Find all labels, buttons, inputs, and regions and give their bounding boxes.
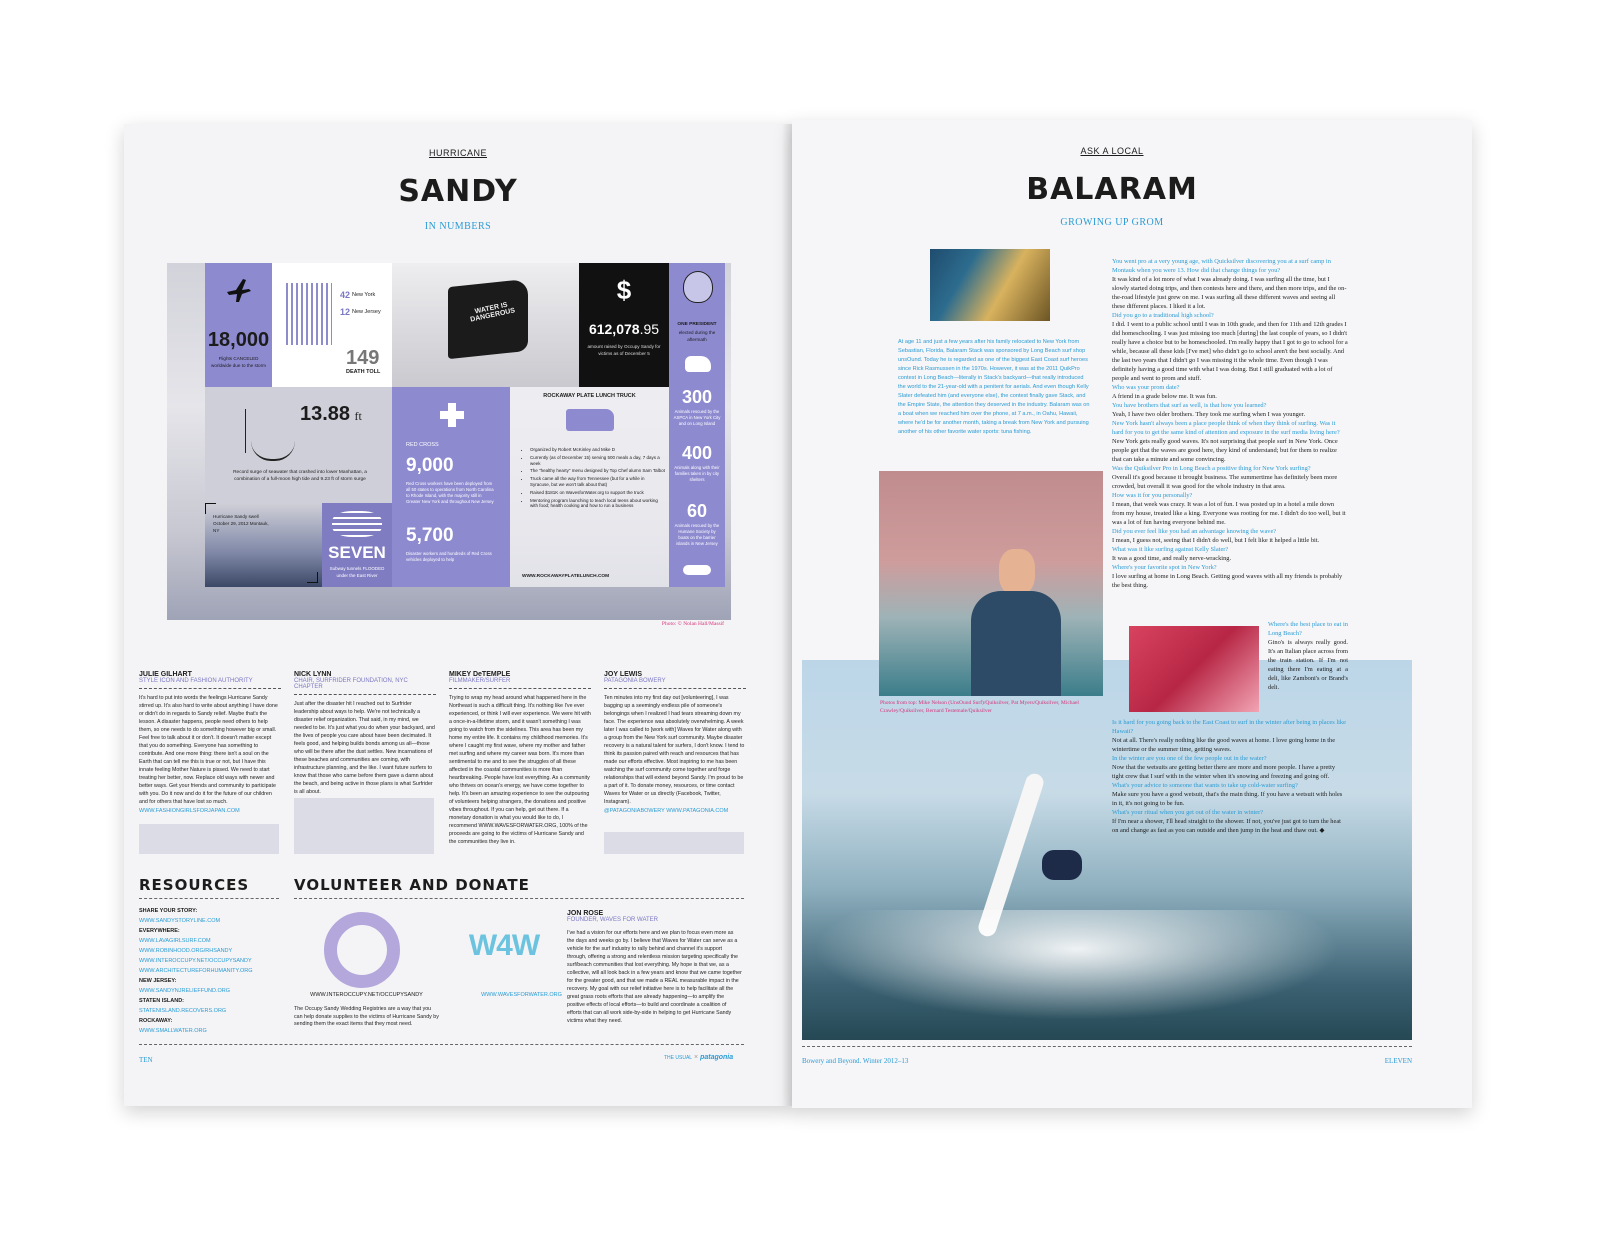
airplane-icon	[223, 275, 253, 305]
truck-url: WWW.ROCKAWAYPLATELUNCH.COM	[522, 574, 610, 579]
dollar-label: amount raised by Occupy Sandy for victims as of December 5	[587, 344, 661, 356]
question: You went pro at a very young age, with Quicksilver discovering you at a surf camp in Montauk when you were 13. How did that change things for you?	[1112, 258, 1331, 274]
left-kicker: HURRICANE	[428, 148, 487, 158]
answer: Overall it's good because it brought business. The summertime has definitely been more crowded, but overall it was good for the whole industry in that area.	[1112, 474, 1338, 490]
resource-link[interactable]: WWW.LAVAGIRLSURF.COM	[139, 938, 211, 944]
column-role: PATAGONIA BOWERY	[604, 678, 666, 684]
column-mikey	[449, 671, 591, 846]
column-link[interactable]: WWW.FASHIONGIRLSFORJAPAN.COM	[139, 808, 240, 814]
resource-link[interactable]: WWW.ROBINHOOD.ORG/RHSANDY	[139, 948, 233, 954]
jon-body: I've had a vision for our efforts here and we plan to focus even more as the days and weeks go by. I believe that Waves for Water can serve as a vehicle for the surf industry to rally behind and channel it's support through, offering a strong and relentless mission targeting specifically the surf/beach communities that lost everything. My hope is that we, as a collective, will all look back in a few years and know that we came together for the greater good, and that we made a REAL measurable impact in the recovery. My goal with our relief initiative here is to help facilitate all the great grass roots efforts that are already happening—to amplify the positive effects of local efforts—to build and coordinate a coalition of efforts that can all work side-by-side in helping to get Hurricane Sandy victims what they need.	[567, 930, 742, 1024]
nj-label: New Jersey	[352, 309, 381, 315]
barrel-photo	[930, 249, 1050, 321]
cross-icon	[440, 403, 464, 427]
column-name: JULIE GILHART	[139, 671, 192, 678]
death-label: DEATH TOLL	[346, 369, 381, 375]
answer: It was kind of a lot more of what I was already doing. I was surfing all the time, but I slowly started doing trips, and then contests here and there, and then more trips, and the on-the-road lifestyle just grew on me. I was surfing all these different waves and seeing all these different places. I liked it a lot.	[1112, 276, 1347, 310]
question: Where's your favorite spot in New York?	[1112, 564, 1217, 571]
column-joy	[604, 671, 746, 814]
resource-link[interactable]: STATENISLAND.RECOVERS.ORG	[139, 1008, 227, 1014]
resource-label: SHARE YOUR STORY:	[139, 908, 198, 914]
animals-2-label: Animals along with their families taken in by city shelters	[674, 465, 720, 482]
resource-label: ROCKAWAY:	[139, 1018, 173, 1024]
truck-title: ROCKAWAY PLATE LUNCH TRUCK	[543, 393, 636, 399]
wave-spray	[802, 910, 1412, 1040]
jon-rose-block	[567, 910, 742, 1025]
jon-role: FOUNDER, WAVES FOR WATER	[567, 917, 658, 923]
question: What's your advice to someone that wants to take up cold-water surfing?	[1112, 782, 1298, 789]
column-julie-grey-box	[139, 824, 279, 854]
wave-icon	[251, 437, 295, 461]
surge-label: Record surge of seawater that crashed into lower Manhattan, a combination of a full-moon high tide and 9.23 ft of storm surge	[233, 470, 367, 482]
occupy-link[interactable]: WWW.INTEROCCUPY.NET/OCCUPYSANDY	[310, 992, 423, 998]
flights-value: 18,000	[207, 329, 270, 351]
answer: Yeah, I have two older brothers. They took me surfing when I was younger.	[1112, 411, 1306, 418]
occupy-desc: The Occupy Sandy Wedding Registries are a way that you can help donate supplies to the victims of Hurricane Sandy by sending them the exact items that they most need.	[294, 1006, 439, 1027]
question: Did you ever feel like you had an advantage knowing the wave?	[1112, 528, 1277, 535]
answer: Not at all. There's really nothing like the good waves at home. I love going home in the wintertime or the summer time, getting waves.	[1112, 737, 1336, 753]
left-folio: TEN	[139, 1056, 153, 1064]
resource-link[interactable]: WWW.ARCHITECTUREFORHUMANITY.ORG	[139, 968, 253, 974]
resource-link[interactable]: WWW.INTEROCCUPY.NET/OCCUPYSANDY	[139, 958, 252, 964]
water-waves-icon	[332, 511, 382, 537]
animals-1-label: Animals rescued by the ASPCA in New York City and on Long Island	[673, 409, 721, 426]
truck-item: • Currently (as of December 15) serving 500 meals a day, 7 days a week	[530, 455, 665, 467]
truck-item: • Organized by Robert McKinley and Mike D	[530, 447, 665, 453]
surf-photo	[802, 660, 1412, 1040]
waves-for-water-logo: W4W	[468, 929, 540, 962]
surge-unit: ft	[354, 409, 362, 423]
resource-label: NEW JERSEY:	[139, 978, 177, 984]
swell-label: Hurricane Sandy swell October 29, 2012 Montauk, NY	[213, 514, 269, 533]
intro-text: At age 11 and just a few years after his family relocated to New York from Sebastian, Florida, Balaram Stack was sponsored by Long Beach surf shop unsOund. Today he is regarded as one of the biggest East Coast surf heroes since Rick Rasmussen in the 1970s. However, it was at the 2011 QuikPro contest in Long Beach—literally in Stack's backyard—that really introduced the world to the 21-year-old with a penitent for aerials. And even though Kelly Slater defeated him (and everyone else), the contest finally gave Stack, and the Empire State, the attention they deserved in the industry. Balaram was on a boat when we reached him over the phone, at 7 a.m., in Oahu, Hawaii, where he'd be for another month, taking a break from New York and pursuing another of his other favorite water sports: tuna fishing.	[898, 339, 1090, 435]
answer: Now that the wetsuits are getting better there are more and more people. I have a pretty tight crew that I surf with in the winter when it's snowing and freezing and going off.	[1112, 764, 1336, 780]
resources-rule	[139, 898, 279, 899]
answer: Gino's is always really good. It's an Italian place across from the train station. If I'm not eating there I'm eating at a deli, like Zamboni's or Brand's deli.	[1268, 639, 1348, 691]
animals-3-value: 60	[686, 501, 708, 521]
flag-photo	[392, 263, 579, 387]
red-cross-block	[392, 387, 510, 587]
column-name: JOY LEWIS	[604, 671, 642, 678]
flights-block	[205, 263, 272, 387]
answer: It was a good time, and really nerve-wracking.	[1112, 555, 1232, 562]
right-subtitle: GROWING UP GROM	[1060, 217, 1164, 228]
column-body: Just after the disaster hit I reached out to Surfrider leadership about ways to help. We're not technically a disaster relief organization. That said, in my mind, we needed to be. It's just what you do when your backyard, and the lives of people you care about have been decimated. It feels good, and helping builds bonds among us all—those who will be there after the dust settles. New incarnations of these beaches and communities are coming, with infrastructure planning, and the like. I want future surfers to know that those who came before them gave a damn about the beach, and being active in those plans is what Surfrider is all about.	[294, 701, 435, 795]
shelter-value: 5,700	[406, 525, 454, 546]
column-body: Ten minutes into my first day out [volunteering], I was bagging up a seemingly endless pile of someone's belongings when I realized I had tears streaming down my face. The experience was absolutely overwhelming. A week later I was called to [work with] Waves for Water along with a group from the New York surf community. Maybe disaster recovery is a natural talent for surfers, I don't know. I tend to think its passion paired with reach and resources that has made our efforts effective. Most inspiring to me has been watching the surf community come together and forge relationships that will extend beyond Sandy. I'm proud to be a part of it. To donate money, resources, or time contact Waves for Water or us directly (Facebook, Twitter, Instagram).	[604, 695, 745, 805]
ny-label: New York	[352, 292, 376, 298]
tunnels-label: Subway tunnels FLOODED under the East River	[329, 566, 385, 578]
animals-column	[669, 263, 725, 587]
dollar-block	[579, 263, 669, 387]
face-shape	[999, 549, 1035, 595]
truck-item: • Raised $181K on WavesforWater.org to support the truck	[530, 490, 665, 496]
column-body: Trying to wrap my head around what happened here in the Northeast is such a difficult thing. It's nothing like I've ever experienced, or think I will ever experience. We were hit with a once-in-a-lifetime storm, and it wasn't something I was going to watch from the sidelines. This area has been my home my entire life. It contains my childhood memories. It's where I caught my first wave, where my mother and father met surfing and where my career was born. It's more than sentimental to me and to see the struggles of all these affected in the coastal communities is more than heartbreaking. People have lost everything. As a community who thrives on ocean's energy, we have come together to help. It's been an amazing experience to see the outpouring of volunteers helping strangers, the donations and positive vibes throughout. If you can help, get out there. If a monetary donation is what you would like to do, I recommend WWW.WAVESFORWATER.ORG, 100% of the proceeds are going to the victims of Hurricane Sandy and the communities they live in.	[449, 695, 591, 845]
animals-3-label: Animals rescued by the Humane Society by boats on the barrier islands in New Jersey	[674, 523, 720, 546]
flag-text: WATER IS DANGEROUS	[469, 301, 516, 324]
column-name: MIKEY DeTEMPLE	[449, 671, 511, 678]
question: Where's the best place to eat in Long Beach?	[1268, 621, 1348, 637]
redcross-label: RED CROSS	[406, 442, 439, 448]
president-value: ONE PRESIDENT	[677, 322, 717, 327]
question: You have brothers that surf as well, is that how you learned?	[1112, 402, 1267, 409]
surge-value: 13.88	[300, 403, 351, 425]
left-page	[124, 124, 792, 1106]
answer: I did. I went to a public school until I was in 10th grade, and then for 11th and 12th grades I did homeschooling. I was just missing too much [during] the last couple of years, so I didn't really have a choice but to be homeschooled. I'm really happy that I got to go to school for a while, because all these kids [I've met] who didn't go to school aren't the best socially. And the last two years that I didn't go I was missing it the whole time. Even though I was definitely having a good time with what I was doing. But I still graduated with a lot of people and went to prom and stuff.	[1112, 321, 1348, 382]
nj-count: 12	[340, 307, 351, 317]
right-photo-credit: Photos from top: Mike Nelson (UnsOund Surf)/Quiksilver, Pat Myers/Quiksilver, Michael Crawley/Quiksilver, Bernard Testemale/Quiksilver	[880, 700, 1079, 714]
flights-label: Flights CANCELED worldwide due to the storm	[211, 356, 266, 368]
right-footer-left: Bowery and Beyond. Winter 2012–13	[802, 1057, 909, 1065]
shelter-desc: Disaster workers and hundreds of Red Cross vehicles deployed to help	[406, 551, 492, 562]
ny-count: 42	[340, 290, 351, 300]
president-face-icon	[683, 271, 713, 303]
column-link[interactable]: @PATAGONIABOWERY WWW.PATAGONIA.COM	[604, 808, 729, 814]
surge-block	[205, 387, 392, 503]
right-kicker: ASK A LOCAL	[1080, 146, 1144, 156]
left-footer-rule	[139, 1044, 744, 1045]
redcross-value: 9,000	[406, 455, 454, 476]
right-footer-rule	[802, 1046, 1412, 1047]
left-title: SANDY	[398, 174, 518, 209]
column-nick-grey-box	[294, 798, 434, 854]
question: What was it like surfing against Kelly Slater?	[1112, 546, 1229, 553]
right-folio: ELEVEN	[1384, 1057, 1412, 1065]
resource-link[interactable]: WWW.SANDYSTORYLINE.COM	[139, 918, 221, 924]
column-role: FILMMAKER/SURFER	[449, 678, 511, 684]
question: Who was your prom date?	[1112, 384, 1180, 391]
surge-scale-line	[245, 409, 246, 453]
death-value: 149	[346, 347, 380, 369]
question: Did you go to a traditional high school?	[1112, 312, 1214, 319]
brand-usual: THE USUAL	[664, 1055, 693, 1061]
question: Was the Quiksilver Pro in Long Beach a positive thing for New York surfing?	[1112, 465, 1311, 472]
qa-lower-column	[1112, 718, 1348, 835]
answer: I mean, that week was crazy. It was a lot of fun. I was posted up in a hotel a mile down from my house, treated like a king. Everyone was rooting for me. I didn't do too well, but it was a lot of fun having everyone behind me.	[1112, 501, 1346, 526]
resource-label: STATEN ISLAND:	[139, 998, 185, 1004]
left-photo-credit: Photo: © Nolan Hall/Massif	[661, 621, 724, 627]
dollar-value: 612,078	[588, 321, 640, 337]
jon-name: JON ROSE	[567, 910, 604, 917]
surfer-figure	[1042, 850, 1082, 880]
answer: Make sure you have a good wetsuit, that's the main thing. If you have a wetsuit with holes in it, it's not going to be fun.	[1112, 791, 1343, 807]
answer: I mean, I guess not, seeing that I didn't do well, but I felt like it helped a little bit.	[1112, 537, 1320, 544]
brand-lockup	[664, 1054, 733, 1061]
infographic	[167, 263, 731, 620]
right-title: BALARAM	[1026, 172, 1198, 207]
right-page	[792, 120, 1472, 1108]
volunteer-title: VOLUNTEER AND DONATE	[294, 876, 530, 894]
truck-list	[522, 447, 665, 511]
qa-column	[1112, 257, 1348, 590]
column-nick	[294, 671, 436, 804]
dollar-cents: .95	[639, 321, 660, 337]
animals-2-value: 400	[681, 443, 713, 463]
shirt-shape	[971, 591, 1061, 696]
resource-label: EVERYWHERE:	[139, 928, 180, 934]
truck-item: • Truck came all the way from Tennessee (but for a while in Syracuse, but we won't talk about that)	[530, 476, 665, 488]
qa-side-column	[1268, 620, 1348, 692]
truck-block	[510, 387, 669, 587]
brand-x: ×	[694, 1054, 699, 1061]
people-grid-icon	[286, 283, 332, 345]
answer: New York gets really good waves. It's not surprising that people surf in New York. Once people get that the waves are good here, they kind of understand; but for them to realize that can take a minute and some convincing.	[1112, 438, 1338, 463]
swell-photo	[205, 503, 322, 587]
question: Is it hard for you going back to the East Coast to surf in the winter after being in places like Hawaii?	[1112, 719, 1346, 735]
president-label: elected during the aftermath	[678, 330, 716, 342]
truck-icon	[566, 409, 614, 431]
question: New York hasn't always been a place people think of when they think of surfing. Was it hard for you to get the same kind of attention and exposure in the surf media living here?	[1112, 420, 1340, 436]
column-role: STYLE ICON AND FASHION AUTHORITY	[139, 678, 253, 684]
cat-icon	[685, 356, 711, 372]
left-subtitle: IN NUMBERS	[424, 221, 492, 232]
answer: I love surfing at home in Long Beach. Getting good waves with all my friends is probably the best thing.	[1112, 573, 1343, 589]
animals-1-value: 300	[681, 387, 713, 407]
answer: A friend in a grade below me. It was fun.	[1112, 393, 1217, 400]
portrait-photo	[879, 471, 1103, 696]
resources-title: RESOURCES	[139, 876, 250, 894]
tunnels-value: SEVEN	[328, 543, 386, 562]
column-julie	[139, 671, 281, 814]
resources-list	[139, 906, 289, 1036]
dollar-icon: $	[616, 275, 632, 305]
column-role: CHAIR, SURFRIDER FOUNDATION, NYC CHAPTER	[294, 678, 408, 690]
brand-patagonia: patagonia	[700, 1054, 734, 1061]
w4w-link[interactable]: WWW.WAVESFORWATER.ORG	[481, 992, 562, 998]
question: In the winter are you one of the few people out in the water?	[1112, 755, 1267, 762]
answer: If I'm near a shower, I'll head straight to the shower. If not, you've just got to turn the heat on and change as fast as you can outside and then jump in the heat and thaw out. ◆	[1112, 818, 1341, 834]
column-body: It's hard to put into words the feelings Hurricane Sandy stirred up. It's also hard to write about anything I have done or didn't do in regards to Sandy relief. Maybe that's the lesson. A disaster happens, people need others to help them, so one needs to do something however big or small. Feel free to talk about it or don't. It doesn't matter except that you do something. Everyone has something to contribute. And one more thing: there isn't a soul on the Earth that can tell me this is true or not, but I have this innate feeling Mother Nature is pissed. We need to start treating her better, now. Replace old ways with newer and better ways. Get your friends and community to participate with you. Do it now and do it for the future of our children and for others that have lost so much.	[139, 695, 278, 805]
resource-link[interactable]: WWW.SMALLWATER.ORG	[139, 1028, 207, 1034]
resource-link[interactable]: WWW.SANDYNJRELIEFFUND.ORG	[139, 988, 231, 994]
column-name: NICK LYNN	[294, 671, 332, 678]
truck-item: • Mentoring program launching to teach local teens about working with food; health cooking and how to run a business	[530, 498, 665, 510]
tunnels-block	[322, 503, 392, 587]
redcross-desc: Red Cross workers have been deployed from all 50 states to operations from North Carolina to Rhode Island, with the majority still in Greater New York and throughout New Jersey	[406, 481, 494, 504]
question: What's your ritual when you get out of the water in winter?	[1112, 809, 1264, 816]
occupy-sandy-logo	[324, 912, 400, 988]
dog-icon	[683, 565, 711, 575]
column-joy-grey-box	[604, 832, 744, 854]
question: How was it for you personally?	[1112, 492, 1193, 499]
volunteer-rule	[294, 898, 744, 899]
restaurant-photo	[1129, 626, 1259, 712]
truck-item: • The "healthy hearty" menu designed by Top Chef alumn Sam Talbot	[530, 468, 665, 474]
death-toll-block	[272, 263, 392, 387]
